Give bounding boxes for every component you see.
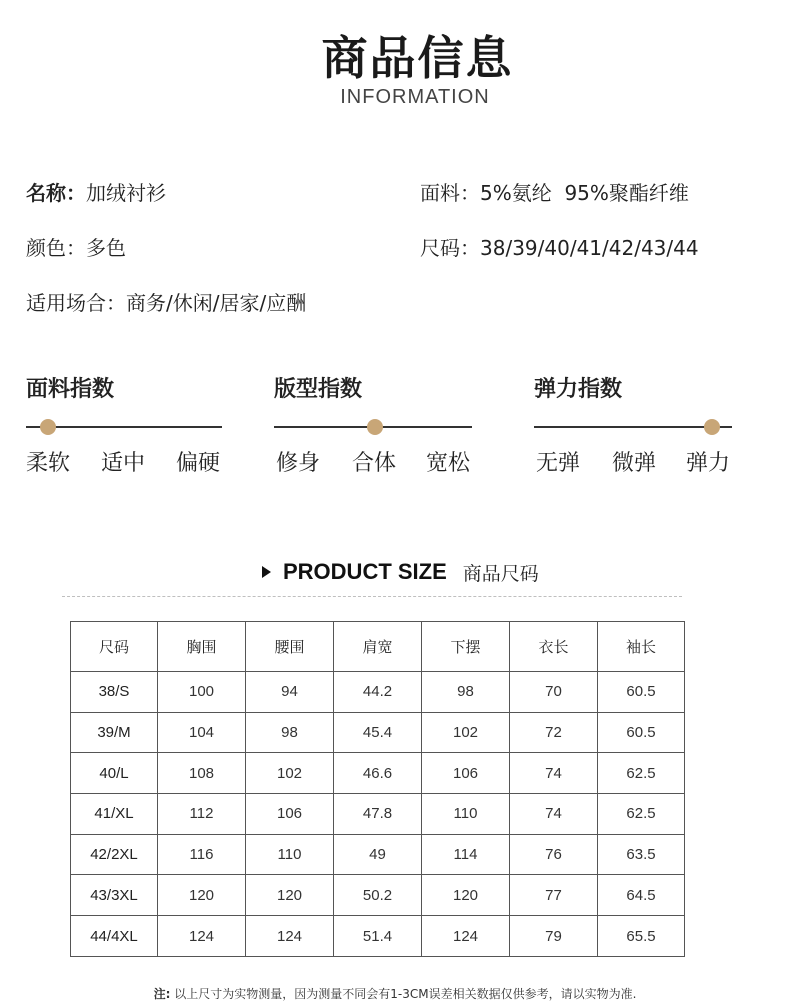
fit-index-title: 版型指数: [274, 377, 363, 402]
table-cell: 62.5: [598, 794, 685, 835]
table-cell: 98: [422, 671, 510, 712]
info-color-label: 颜色：: [26, 236, 86, 260]
table-cell: 98: [246, 712, 334, 753]
measurement-note-text: 以上尺寸为实物测量，因为测量不同会有1-3CM误差相关数据仅供参考，请以实物为准.: [174, 987, 637, 1001]
table-cell: 72: [510, 712, 598, 753]
table-cell: 47.8: [334, 794, 422, 835]
table-cell: 44.2: [334, 671, 422, 712]
info-name-label: 名称：: [26, 181, 86, 205]
table-cell: 42/2XL: [71, 834, 158, 875]
header-size: 尺码: [71, 622, 158, 672]
table-cell: 100: [158, 671, 246, 712]
product-size-heading: [262, 557, 539, 587]
fit-index-indicator: [367, 419, 383, 435]
table-cell: 63.5: [598, 834, 685, 875]
info-size-label: 尺码：: [420, 236, 480, 260]
table-row: [71, 712, 685, 753]
table-row: [71, 834, 685, 875]
info-name: [26, 177, 166, 206]
elasticity-index-label-none: 无弹: [536, 451, 581, 476]
fit-index-label-slim: 修身: [276, 451, 321, 476]
measurement-note: [0, 985, 790, 1002]
table-cell: 60.5: [598, 712, 685, 753]
fit-index-label-loose: 宽松: [426, 451, 471, 476]
table-cell: 108: [158, 753, 246, 794]
info-color-value: 多色: [86, 236, 126, 260]
table-cell: 60.5: [598, 671, 685, 712]
table-cell: 44/4XL: [71, 916, 158, 957]
elasticity-index-indicator: [704, 419, 720, 435]
table-cell: 38/S: [71, 671, 158, 712]
elasticity-index-label-stretch: 弹力: [686, 451, 731, 476]
elasticity-index-track: [534, 426, 732, 428]
table-cell: 49: [334, 834, 422, 875]
elasticity-index-label-slight: 微弹: [612, 451, 657, 476]
table-cell: 106: [246, 794, 334, 835]
table-cell: 94: [246, 671, 334, 712]
info-occasion-value: 商务/休闲/居家/应酬: [126, 291, 307, 315]
info-size: [420, 232, 699, 261]
header-waist: 腰围: [246, 622, 334, 672]
table-cell: 45.4: [334, 712, 422, 753]
table-cell: 112: [158, 794, 246, 835]
table-cell: 120: [246, 875, 334, 916]
table-cell: 50.2: [334, 875, 422, 916]
table-row: [71, 794, 685, 835]
table-row: [71, 875, 685, 916]
fabric-index-title: 面料指数: [26, 377, 115, 402]
header-sleeve: 袖长: [598, 622, 685, 672]
header-length: 衣长: [510, 622, 598, 672]
table-cell: 110: [246, 834, 334, 875]
table-cell: 120: [158, 875, 246, 916]
info-fabric: [420, 177, 689, 206]
table-cell: 39/M: [71, 712, 158, 753]
table-cell: 74: [510, 794, 598, 835]
table-cell: 102: [246, 753, 334, 794]
table-cell: 79: [510, 916, 598, 957]
table-cell: 40/L: [71, 753, 158, 794]
info-fabric-value: 5%氨纶 95%聚酯纤维: [480, 181, 689, 205]
table-row: [71, 916, 685, 957]
table-cell: 62.5: [598, 753, 685, 794]
table-cell: 104: [158, 712, 246, 753]
table-cell: 70: [510, 671, 598, 712]
fabric-index-label-hard: 偏硬: [176, 451, 221, 476]
dashed-divider: [62, 596, 682, 597]
size-table: [70, 621, 685, 957]
info-occasion: [26, 287, 306, 316]
info-occasion-label: 适用场合：: [26, 291, 126, 315]
fabric-index-label-soft: 柔软: [26, 451, 71, 476]
fit-index-label-regular: 合体: [352, 451, 397, 476]
page-subtitle: INFORMATION: [340, 86, 490, 108]
header-shoulder: 肩宽: [334, 622, 422, 672]
table-cell: 46.6: [334, 753, 422, 794]
info-size-value: 38/39/40/41/42/43/44: [480, 236, 699, 260]
table-cell: 124: [422, 916, 510, 957]
measurement-note-label: 注:: [153, 987, 171, 1001]
info-color: [26, 232, 126, 261]
table-cell: 65.5: [598, 916, 685, 957]
play-triangle-icon: [262, 566, 271, 578]
table-cell: 76: [510, 834, 598, 875]
table-cell: 64.5: [598, 875, 685, 916]
table-cell: 114: [422, 834, 510, 875]
table-cell: 43/3XL: [71, 875, 158, 916]
table-cell: 120: [422, 875, 510, 916]
info-fabric-label: 面料：: [420, 181, 480, 205]
header-hem: 下摆: [422, 622, 510, 672]
product-size-title-cn: 商品尺码: [462, 562, 539, 585]
page-title: 商品信息: [321, 31, 514, 85]
table-cell: 106: [422, 753, 510, 794]
table-cell: 102: [422, 712, 510, 753]
table-row: [71, 671, 685, 712]
size-table-header-row: [71, 622, 685, 672]
header-chest: 胸围: [158, 622, 246, 672]
table-row: [71, 753, 685, 794]
fabric-index-label-medium: 适中: [101, 451, 146, 476]
table-cell: 110: [422, 794, 510, 835]
table-cell: 124: [246, 916, 334, 957]
table-cell: 77: [510, 875, 598, 916]
table-cell: 74: [510, 753, 598, 794]
product-size-title-en: PRODUCT SIZE: [283, 559, 447, 584]
table-cell: 41/XL: [71, 794, 158, 835]
table-cell: 116: [158, 834, 246, 875]
table-cell: 124: [158, 916, 246, 957]
table-cell: 51.4: [334, 916, 422, 957]
elasticity-index-title: 弹力指数: [534, 377, 623, 402]
info-name-value: 加绒衬衫: [86, 181, 166, 205]
fabric-index-indicator: [40, 419, 56, 435]
